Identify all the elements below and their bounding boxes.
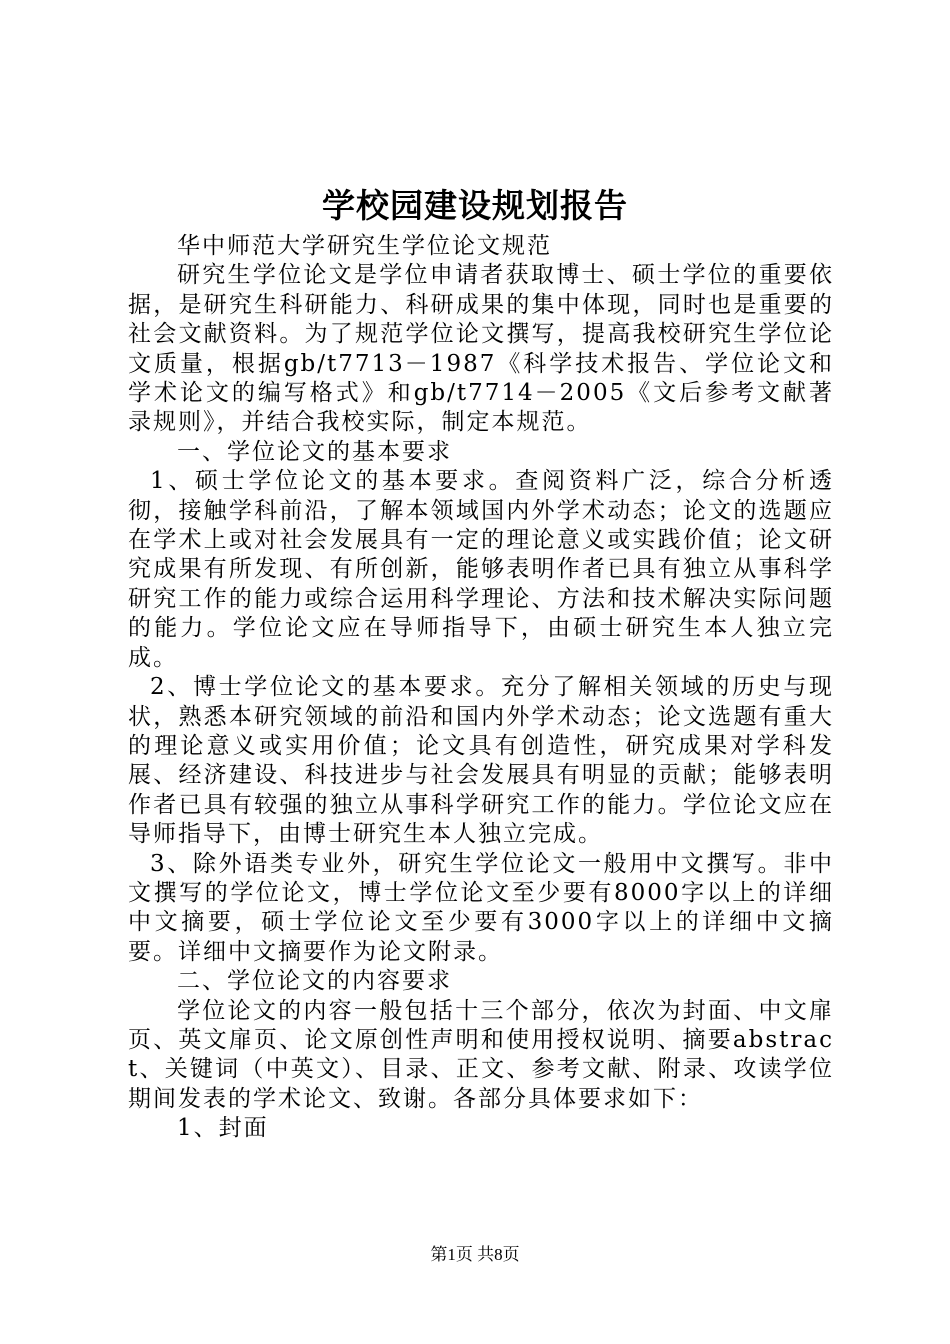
page-number-footer: 第1页 共8页 xyxy=(430,1245,520,1264)
section-heading-2: 二、学位论文的内容要求 xyxy=(177,968,452,995)
paragraph-master-requirements: 1、硕士学位论文的基本要求。查阅资料广泛，综合分析透彻，接触学科前沿，了解本领域国内外学术动态；论文的选题应在学术上或对社会发展具有一定的理论意义或实践价值；论文研究成果有所发现、有所创新，能够表明作者已具有独立从事科学研究工作的能力或综合运用科学理论、方法和技术解决实际问题的能力。学位论文应在导师指导下，由硕士研究生本人独立完成。 xyxy=(128,468,834,671)
paragraph-content-parts: 学位论文的内容一般包括十三个部分，依次为封面、中文扉页、英文扉页、论文原创性声明和使用授权说明、摘要abstract、关键词（中英文）、目录、正文、参考文献、附录、攻读学位期间发表的学术论文、致谢。各部分具体要求如下： xyxy=(128,997,834,1112)
document-body xyxy=(128,232,834,1144)
paragraph-intro: 研究生学位论文是学位申请者获取博士、硕士学位的重要依据，是研究生科研能力、科研成果的集中体现，同时也是重要的社会文献资料。为了规范学位论文撰写，提高我校研究生学位论文质量，根据gb/t7713－1987《科学技术报告、学位论文和学术论文的编写格式》和gb/t7714－2005《文后参考文献著录规则》，并结合我校实际，制定本规范。 xyxy=(128,262,834,436)
paragraph-language-requirements: 3、除外语类专业外，研究生学位论文一般用中文撰写。非中文撰写的学位论文，博士学位论文至少要有8000字以上的详细中文摘要，硕士学位论文至少要有3000字以上的详细中文摘要。详细中文摘要作为论文附录。 xyxy=(128,850,834,965)
document-title: 学校园建设规划报告 xyxy=(322,186,628,225)
paragraph-subtitle: 华中师范大学研究生学位论文规范 xyxy=(177,233,552,259)
subsection-heading-cover: 1、封面 xyxy=(177,1115,269,1142)
paragraph-doctor-requirements: 2、博士学位论文的基本要求。充分了解相关领域的历史与现状，熟悉本研究领域的前沿和国内外学术动态；论文选题有重大的理论意义或实用价值；论文具有创造性，研究成果对学科发展、经济建设、科技进步与社会发展具有明显的贡献；能够表明作者已具有较强的独立从事科学研究工作的能力。学位论文应在导师指导下，由博士研究生本人独立完成。 xyxy=(128,674,834,848)
section-heading-1: 一、学位论文的基本要求 xyxy=(177,438,452,465)
